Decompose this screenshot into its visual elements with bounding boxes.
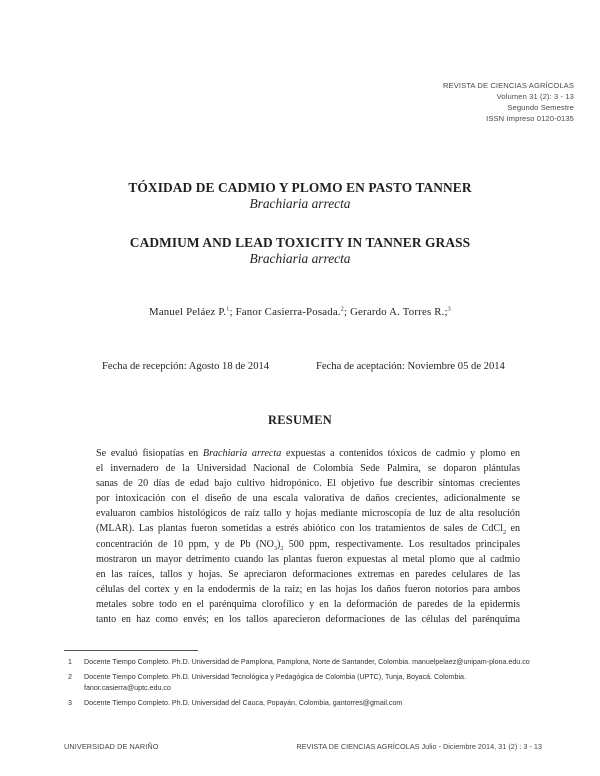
accepted-date: Fecha de aceptación: Noviembre 05 de 2014 (316, 361, 505, 372)
author-3: Gerardo A. Torres R.; (350, 306, 448, 318)
author-2: Fanor Casierra-Posada. (235, 306, 341, 318)
english-title-species: Brachiaria arrecta (249, 251, 351, 266)
abstract-line: en las raíces, tallos y hojas. Se apreciaron deformaciones extremas en paredes celulares de las (96, 568, 520, 580)
footnote-2 (64, 672, 542, 693)
spanish-title-main: TÓXIDAD DE CADMIO Y PLOMO EN PASTO TANNER (128, 180, 472, 195)
footnote-divider (64, 650, 198, 651)
footnote-text: Docente Tiempo Completo. Ph.D. Universidad de Pamplona, Pamplona, Norte de Santander, Colombia. manuelpelaez@unipam-plona.edu.co (84, 658, 530, 666)
author-3-affiliation: 3 (447, 306, 451, 313)
abstract-text: 500 ppm, respectivamente. Los resultados principales (283, 538, 520, 550)
abstract-line: metales sobre todo en el parénquima clorofílico y en la deformación de paredes de la epidermis (96, 598, 520, 610)
author-separator: ; (229, 306, 236, 318)
abstract-text: ) (276, 538, 281, 550)
footnote-1 (64, 657, 542, 668)
journal-semester: Segundo Semestre (507, 103, 574, 112)
abstract-line: evaluaron cambios histológicos de raíz tallo y hojas mediante microscopía de luz de alta resolución (96, 508, 520, 520)
footnote-number: 3 (68, 698, 72, 707)
footnotes (64, 657, 542, 713)
author-separator: ; (343, 306, 351, 318)
abstract-line (96, 537, 520, 552)
abstract-heading: RESUMEN (267, 413, 333, 427)
abstract-text: Se evaluó fisiopatías en (96, 448, 203, 459)
footnote-text: Docente Tiempo Completo. Ph.D. Universidad del Cauca, Popayán, Colombia, gantorres@gmail.com (84, 698, 403, 707)
author-1-affiliation: 1 (226, 306, 230, 313)
abstract-text: en (506, 523, 520, 535)
footer-institution: UNIVERSIDAD DE NARIÑO (64, 742, 159, 751)
abstract-line (96, 521, 520, 536)
footnote-text: Docente Tiempo Completo. Ph.D. Universidad Tecnológica y Pedagógica de Colombia (UPTC), Tunja, Boyacá. Colombia. fanor.casierra@uptc.edu.co (84, 672, 466, 692)
abstract-text: (MLAR). Las plantas fueron sometidas a estrés abiótico con los tratamientos de sales de CdCl (96, 523, 503, 535)
journal-header (443, 80, 574, 124)
journal-issn: ISSN Impreso 0120-0135 (486, 114, 574, 123)
abstract-body (96, 446, 520, 627)
footer-citation: REVISTA DE CIENCIAS AGRÍCOLAS Julio - Diciembre 2014, 31 (2) : 3 - 13 (296, 742, 542, 751)
spanish-title-species: Brachiaria arrecta (249, 196, 351, 211)
abstract-line: el invernadero de la Universidad Nacional de Colombia Sede Palmira, se doparon plántulas (96, 463, 520, 475)
received-date: Fecha de recepción: Agosto 18 de 2014 (102, 361, 270, 372)
footnote-3 (64, 698, 542, 709)
subscript: 2 (280, 545, 284, 552)
author-list (0, 306, 600, 318)
abstract-line: tanto en haz como envés; en los tallos aparecieron deformaciones de las células del parénquima (96, 614, 520, 626)
species-name: Brachiaria arrecta (202, 448, 282, 459)
abstract-text: concentración de 10 ppm, y de Pb (NO (96, 538, 274, 550)
author-1: Manuel Peláez P. (149, 306, 227, 318)
spanish-title (0, 180, 600, 212)
english-title-main: CADMIUM AND LEAD TOXICITY IN TANNER GRASS (129, 235, 471, 250)
journal-name: REVISTA DE CIENCIAS AGRÍCOLAS (442, 81, 574, 90)
abstract-line: mostraron un mayor detrimento cuando las plantas fueron expuestas al metal plomo que al cadmio (96, 553, 520, 565)
author-2-affiliation: 2 (340, 306, 344, 313)
subscript: 3 (273, 545, 277, 552)
abstract-line (96, 446, 520, 461)
abstract-line: células del cortex y en la endodermis de la raíz; en las hojas los daños fueron notorios para ambos (96, 583, 520, 595)
english-title (0, 235, 600, 267)
subscript: 2 (503, 530, 506, 537)
abstract-text: expuestas a contenidos tóxicos de cadmio y plomo en (281, 448, 520, 459)
footnote-number: 2 (68, 672, 72, 681)
abstract-line: sanas de 20 días de edad bajo cultivo hidropónico. El objetivo fue describir síntomas crecientes (96, 478, 520, 490)
footnote-number: 1 (68, 658, 72, 666)
journal-volume: Volumen 31 (2): 3 - 13 (496, 92, 574, 101)
abstract-line: por intoxicación con el diseño de una escala valorativa de daños crecientes, adicionalmente se (96, 493, 520, 505)
